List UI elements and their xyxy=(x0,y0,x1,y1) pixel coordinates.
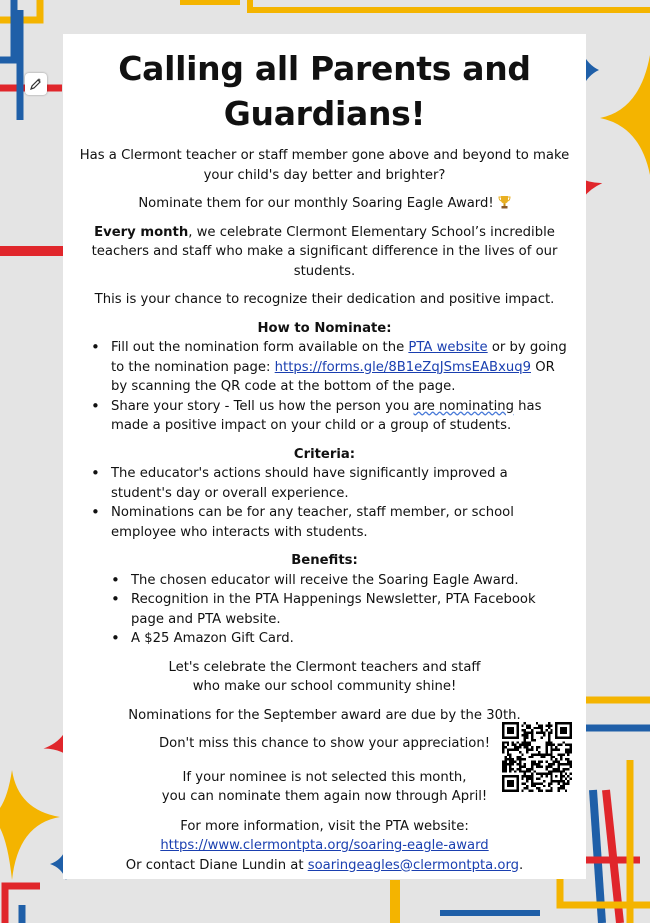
criteria-heading: Criteria: xyxy=(293,446,356,462)
page-title: Calling all Parents and Guardians! xyxy=(118,49,531,133)
list-item xyxy=(111,397,570,436)
how-item1-text-c: OR by scanning the QR code at the bottom of the page. xyxy=(111,359,555,394)
star-yellow-bottom-left xyxy=(0,770,60,880)
more-info-link-line xyxy=(79,836,570,856)
list-item: • The educator's actions should have significantly improved a student's day or overall experience. xyxy=(111,464,570,503)
how-item2-text-a: Share your story - Tell us how the person you xyxy=(111,398,414,414)
list-item: • A $25 Amazon Gift Card. xyxy=(131,629,570,649)
contact-text: Or contact Diane Lundin at xyxy=(125,857,308,873)
strip-bottom xyxy=(390,880,400,923)
again-line-2: you can nominate them again now through April! xyxy=(161,789,488,804)
benefits-list xyxy=(79,571,570,649)
pta-website-link[interactable]: PTA website xyxy=(408,340,488,355)
edit-icon[interactable] xyxy=(25,73,47,95)
dont-miss-text: Don't miss this chance to show your appreciation! xyxy=(158,736,491,751)
contact-email-link[interactable]: soaringeagles@clermontpta.org xyxy=(307,857,520,873)
every-month-rest: , we celebrate Clermont Elementary School’s incredible teachers and staff who make a significant difference in the lives of our students. xyxy=(91,224,558,279)
how-list xyxy=(79,338,570,436)
due-text: Nominations for the September award are due by the 30th. xyxy=(128,707,521,723)
how-item1-text-b: or by going to the nomination page: xyxy=(111,340,567,375)
chance-text: This is your chance to recognize their dedication and positive impact. xyxy=(94,292,555,307)
list-item: • Recognition in the PTA Happenings Newsletter, PTA Facebook page and PTA website. xyxy=(131,590,570,629)
every-month-text xyxy=(79,223,570,282)
list-item: • The chosen educator will receive the Soaring Eagle Award. xyxy=(131,571,570,591)
intro-text: Has a Clermont teacher or staff member gone above and beyond to make your child's day better and brighter? xyxy=(79,148,570,183)
list-item: • Nominations can be for any teacher, staff member, or school employee who interacts with students. xyxy=(111,503,570,542)
grammar-marked-text[interactable]: are nominating xyxy=(413,398,514,414)
how-item2-text-b: has made a positive impact on your child or a group of students. xyxy=(111,398,542,433)
celebrate-line-1: Let's celebrate the Clermont teachers and staff xyxy=(168,659,481,675)
celebrate-line-2: who make our school community shine! xyxy=(192,679,457,694)
strip-top xyxy=(180,0,240,5)
star-yellow-right xyxy=(600,55,650,175)
qr-code[interactable] xyxy=(502,722,572,792)
frame-top-right xyxy=(250,0,650,10)
every-month-bold: Every month xyxy=(94,224,189,240)
flyer-page xyxy=(63,34,586,879)
nominate-line xyxy=(79,194,570,214)
trophy-icon xyxy=(498,195,511,209)
nomination-form-link[interactable]: https://forms.gle/8B1eZqJSmsEABxuq9 xyxy=(274,359,531,375)
again-line-1: If your nominee is not selected this month, xyxy=(182,769,467,785)
more-info-text: For more information, visit the PTA website: xyxy=(180,818,469,834)
frame-bottom-left xyxy=(5,886,40,923)
criteria-list xyxy=(79,464,570,542)
how-heading: How to Nominate: xyxy=(257,320,392,336)
benefits-heading: Benefits: xyxy=(291,553,358,568)
frame-top-left xyxy=(0,0,62,120)
red-bar-left xyxy=(0,246,70,256)
contact-period: . xyxy=(519,857,524,873)
list-item xyxy=(111,338,570,397)
pta-award-page-link[interactable]: https://www.clermontpta.org/soaring-eagle-award xyxy=(160,838,489,853)
contact-line xyxy=(79,856,570,876)
nominate-text: Nominate them for our monthly Soaring Eagle Award! xyxy=(138,196,494,211)
strip-bottom-2 xyxy=(440,910,540,916)
how-item1-text-a: Fill out the nomination form available on the xyxy=(111,340,409,355)
